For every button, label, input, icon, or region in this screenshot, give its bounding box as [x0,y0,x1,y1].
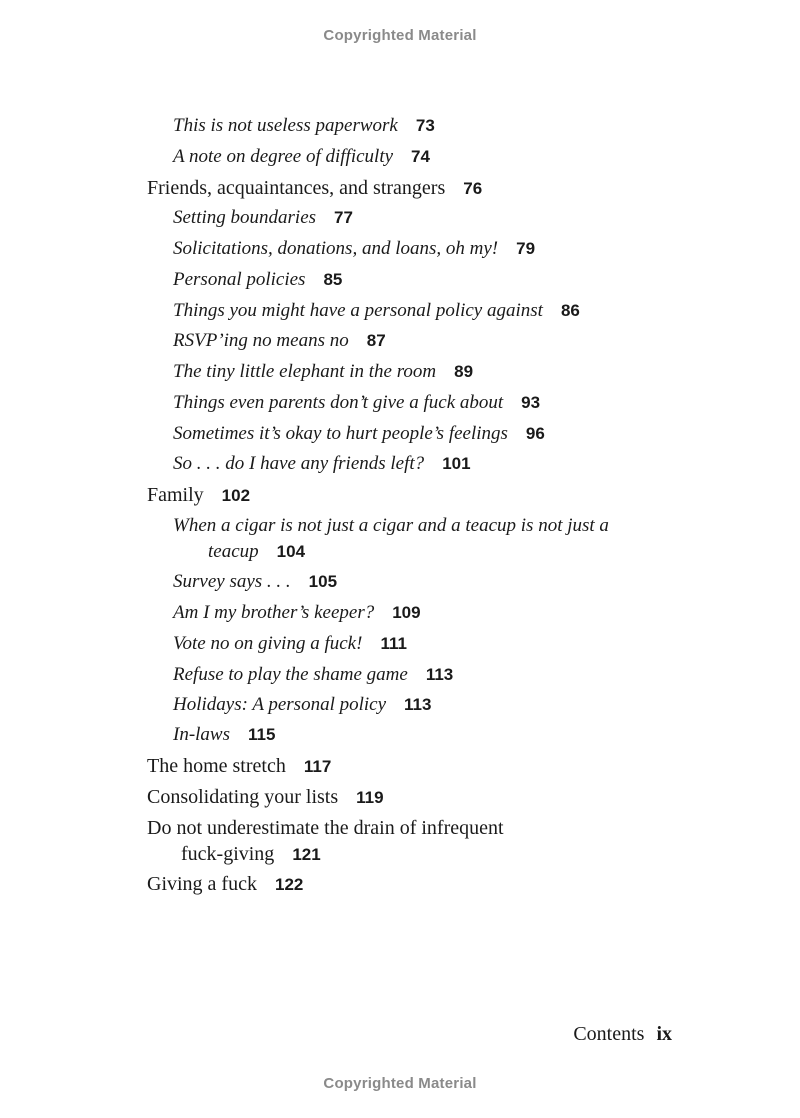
toc-section-page: 119 [356,788,384,807]
toc-entry [173,236,535,262]
toc-entry [173,328,386,354]
toc-section-page: 121 [292,845,321,864]
toc-entry-title: Refuse to play the shame game [173,664,408,685]
toc-section-title: Do not underestimate the drain of infrequent [147,817,504,839]
toc-entry-page: 73 [415,116,435,135]
toc-section-title: Giving a fuck [147,873,257,895]
toc-section-page: 102 [221,486,251,505]
footer-label: Contents [573,1023,645,1045]
toc-section-title: The home stretch [147,755,286,777]
toc-entry-page: 79 [516,239,536,258]
toc-entry-page: 115 [248,725,276,744]
toc-section-page: 117 [303,757,332,776]
toc-entry-page: 86 [560,301,580,320]
toc-entry-title: When a cigar is not just a cigar and a teacup is not just a [173,515,609,536]
toc-entry [173,692,431,718]
toc-entry [173,359,473,385]
toc-entry-page: 109 [392,603,421,622]
toc-section [147,482,250,509]
toc-section-title: Consolidating your lists [147,786,339,808]
toc-section [147,784,384,811]
toc-entry [173,569,337,595]
toc-entry [173,298,580,324]
toc-entry-title: Vote no on giving a fuck! [173,633,363,654]
toc-entry-title: Survey says . . . [173,571,291,592]
toc-entry-page: 96 [525,424,545,443]
toc-section-title-continued [147,841,504,868]
toc-section-page: 122 [274,875,304,894]
toc-entry-page: 105 [308,572,338,591]
toc-entry-title: A note on degree of difficulty [173,146,394,167]
toc-entry-title: Setting boundaries [173,207,317,228]
toc-section [147,871,303,898]
toc-entry-page: 113 [425,665,454,684]
toc-entry-page: 77 [334,208,353,227]
toc-entry-title: Holidays: A personal policy [173,694,387,715]
toc-entry-page: 89 [454,362,474,381]
toc-section [147,753,331,780]
toc-entry [173,267,342,293]
toc-entry [173,113,435,139]
toc-entry-page: 87 [366,331,386,350]
toc-entry [173,421,545,447]
toc-entry [173,631,407,657]
footer-page-number: ix [656,1023,672,1045]
toc-entry-title: The tiny little elephant in the room [173,361,437,382]
toc-entry-title: Things even parents don’t give a fuck about [173,392,504,413]
toc-section-page: 76 [463,179,483,198]
toc-entry-title-cont-text: teacup [208,541,259,562]
copyright-watermark-top: Copyrighted Material [323,27,477,44]
toc-entry [173,144,430,170]
toc-section-title-cont-text: fuck-giving [181,843,275,865]
toc-section-title: Friends, acquaintances, and strangers [147,177,446,199]
toc-entry-title: Am I my brother’s keeper? [173,602,375,623]
toc-entry-page: 85 [323,270,343,289]
toc-entry-page: 101 [442,454,471,473]
toc-entry [173,600,421,626]
toc-entry-title: Personal policies [173,269,306,290]
toc-entry-page: 74 [411,147,430,166]
toc-entry-title: Solicitations, donations, and loans, oh my! [173,238,499,259]
toc-section-title: Family [147,484,204,506]
toc-section [147,815,504,868]
toc-entry-title: Sometimes it’s okay to hurt people’s feelings [173,423,508,444]
toc-entry-page: 93 [521,393,541,412]
toc-entry [173,722,275,748]
copyright-watermark-bottom: Copyrighted Material [323,1075,477,1092]
toc-entry [173,451,471,477]
toc-entry [173,513,609,565]
toc-entry-page: 104 [276,542,306,561]
running-footer [573,1023,672,1046]
toc-entry [173,662,453,688]
toc-entry-title: RSVP’ing no means no [173,330,349,351]
toc-entry-title: This is not useless paperwork [173,115,398,136]
toc-entry-title: In-laws [173,724,230,745]
toc-entry-title: So . . . do I have any friends left? [173,453,425,474]
toc-entry-title: Things you might have a personal policy against [173,300,543,321]
toc-entry-title-continued [173,539,609,565]
toc-entry [173,390,540,416]
toc-section [147,175,482,202]
toc-entry [173,205,353,231]
toc-entry-page: 111 [380,634,407,653]
toc-entry-page: 113 [404,695,432,714]
